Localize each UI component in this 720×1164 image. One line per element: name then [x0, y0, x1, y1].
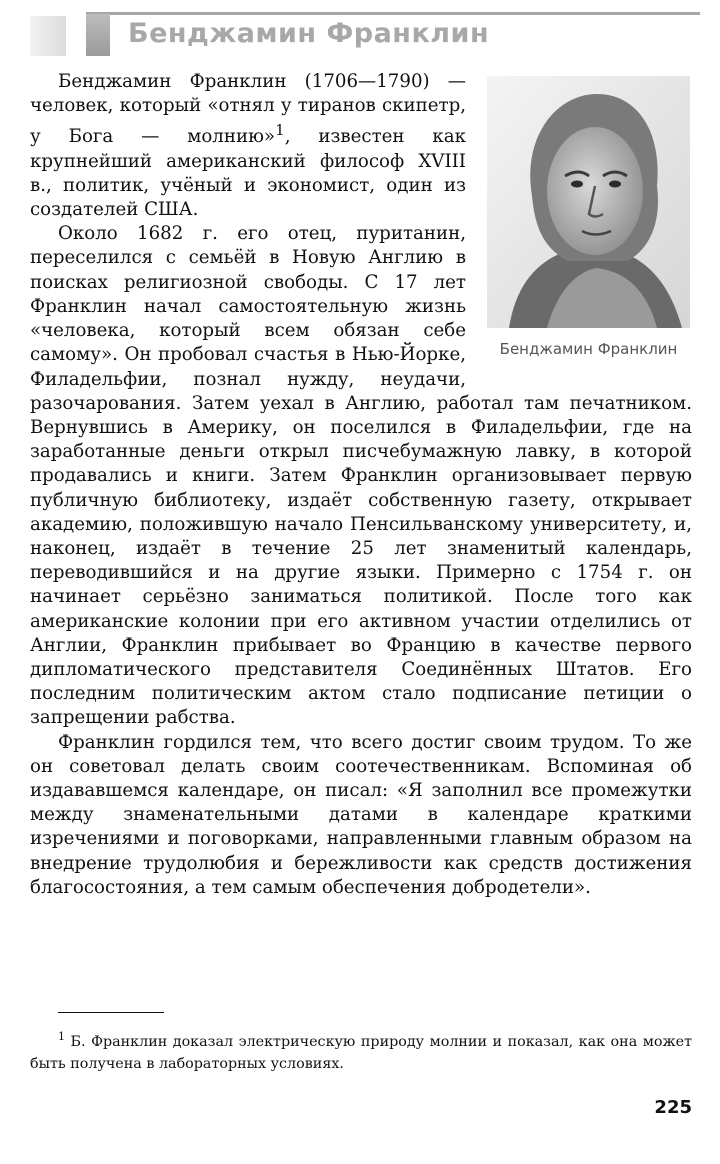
paragraph-2: Около 1682 г. его отец, пуританин, переселился с семьёй в Новую Англию в поисках религиозной свободы. С 17 лет Франклин начал самостоятельную жизнь «человека, который всем обязан себе самому». Он пробовал счастья в Нью-Йорке, Филадельфии, познал нужду, неудачи, разочарования. Затем уехал в Англию, работал там печатником. Вернувшись в Америку, он поселился в Филадельфии, где на заработанные деньги открыл писчебумажную лавку, в которой продавались и книги. Затем Франклин организовывает первую публичную библиотеку, издаёт собственную газету, открывает академию, положившую начало Пенсильванскому университету, и, наконец, издаёт в течение 25 лет знаменитый календарь, переводившийся и на другие языки. Примерно с 1754 г. он начинает серьёзно заниматься политикой. После того как американские колонии при его активном участии отделились от Англии, Франклин прибывает во Францию в качестве первого дипломатического представителя Соединённых Штатов. Его последним политическим актом стало подписание петиции о запрещении рабства.	[30, 223, 692, 729]
footnote-mark: 1	[58, 1030, 65, 1043]
article-body	[30, 70, 692, 900]
footnote-text: Б. Франклин доказал электрическую природу молнии и показал, как она может быть получена в лабораторных условиях.	[30, 1033, 692, 1072]
paragraph-3: Франклин гордился тем, что всего достиг своим трудом. То же он советовал делать своим соотечественникам. Вспоминая об издававшемся календаре, он писал: «Я заполнил все промежутки между знаменательными датами в календаре краткими изречениями и поговорками, направленными главным образом на внедрение трудолюбия и бережливости как средств достижения благосостояния, а тем самым обеспечения добродетели».	[30, 731, 692, 898]
header-page-edge	[30, 16, 66, 56]
page-number: 225	[654, 1097, 692, 1118]
footnote-ref[interactable]: 1	[275, 121, 285, 140]
header-rule	[86, 12, 700, 15]
portrait-caption: Бенджамин Франклин	[499, 340, 678, 358]
header-bar	[86, 14, 110, 56]
chapter-header	[30, 10, 700, 58]
figure-wrap-space	[466, 70, 692, 386]
page-title: Бенджамин Франклин	[128, 18, 490, 49]
paragraph-1-text: Бенджамин Франклин (1706—1790) — человек, который «отнял у тиранов скипетр, у Бога — молнию»	[30, 71, 466, 148]
paragraph-1-end: , известен как крупнейший американский философ XVIII в., политик, учёный и экономист, один из создателей США.	[30, 126, 466, 221]
footnote	[30, 1026, 692, 1075]
footnote-rule	[58, 1012, 164, 1013]
